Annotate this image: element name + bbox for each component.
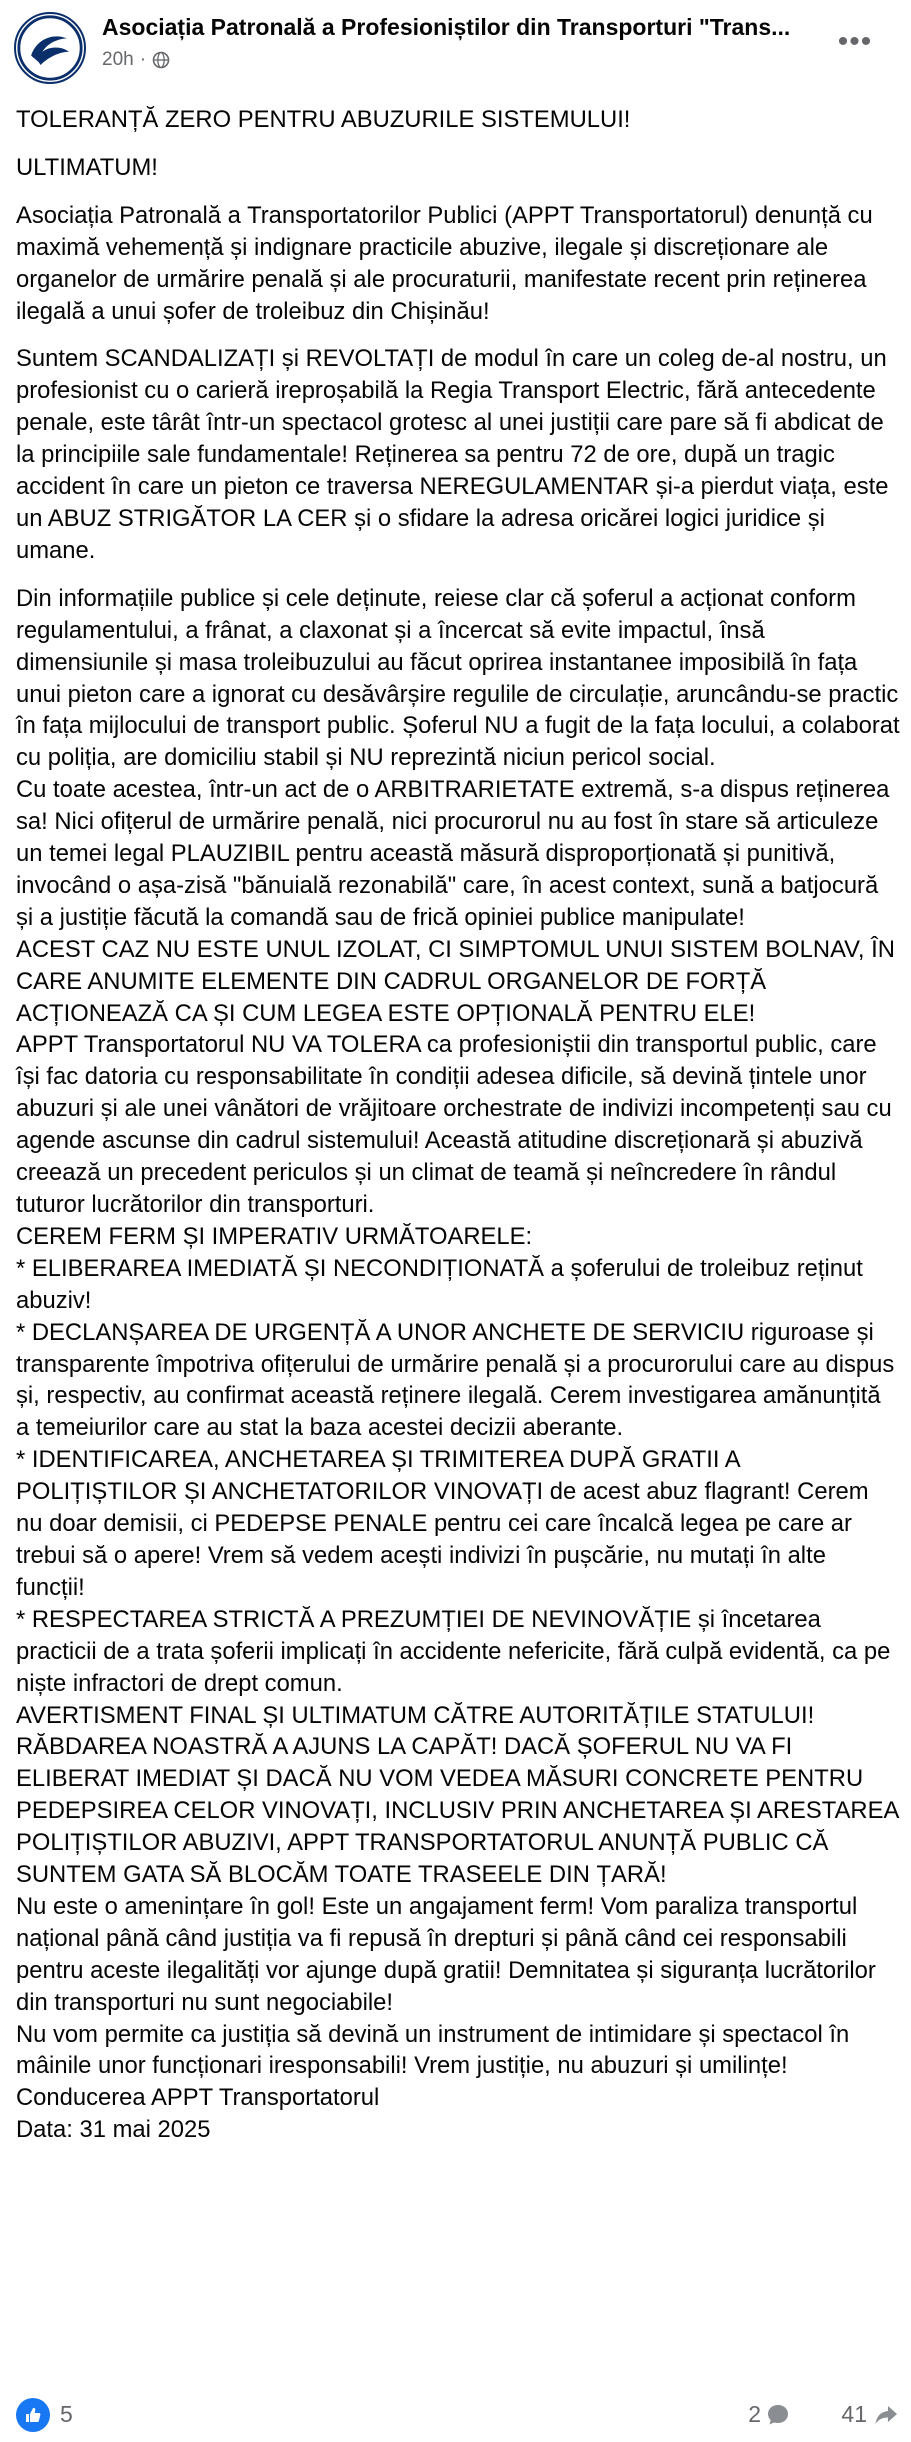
post-paragraph: ACEST CAZ NU ESTE UNUL IZOLAT, CI SIMPTOMUL UNUI SISTEM BOLNAV, ÎN CARE ANUMITE ELEMENTE DIN CADRUL ORGANELOR DE FORȚĂ ACȚIONEAZĂ CA ȘI CUM LEGEA ESTE OPȚIONALĂ PENTRU ELE! <box>16 935 895 1027</box>
more-options-button[interactable] <box>835 22 875 62</box>
comments-button[interactable] <box>748 2401 791 2428</box>
globe-icon[interactable] <box>152 51 170 69</box>
page-avatar[interactable] <box>14 12 86 84</box>
reactions-count[interactable]: 5 <box>60 2401 73 2427</box>
comment-icon <box>765 2402 791 2428</box>
thumbs-up-icon <box>23 2405 43 2425</box>
post-footer <box>0 2398 911 2442</box>
comments-count: 2 <box>748 2401 761 2427</box>
post-paragraph: APPT Transportatorul NU VA TOLERA ca profesioniștii din transportul public, care își fac datoria cu responsabilitate în condiții adesea dificile, să devină țintele unor abuzuri și ale unei vânători de vrăjitoare orchestrate de indivizi incompetenți sau cu agende ascunse din cadrul sistemului! Această atitudine discreționară și abuzivă creează un precedent periculos și un climat de teamă și neîncredere în rândul tuturor lucrătorilor din transporturi. <box>16 1031 892 1218</box>
shares-count: 41 <box>841 2401 867 2427</box>
post-paragraph: Din informațiile publice și cele deținute, reiese clar că șoferul a acționat conform regulamentului, a frânat, a claxonat și a încercat să evite impactul, însă dimensiunile și masa troleibuzului au făcut oprirea instantanee imposibilă în fața unui pieton care a ignorat cu desăvârșire regulile de circulație, aruncându-se practic în fața mijlocului de transport public. Șoferul NU a fugit de la fața locului, a colaborat cu poliția, are domiciliu stabil și NU reprezintă niciun pericol social. <box>16 584 900 772</box>
post-meta <box>102 48 170 72</box>
post-paragraph: AVERTISMENT FINAL ȘI ULTIMATUM CĂTRE AUTORITĂȚILE STATULUI! <box>16 1701 815 1729</box>
post-subheadline: ULTIMATUM! <box>16 153 158 181</box>
demand-item: * DECLANȘAREA DE URGENȚĂ A UNOR ANCHETE DE SERVICIU riguroase și transparente împotriva ofițerului de urmărire penală și a procurorului care au dispus și, respectiv, au confirmat această reținere ilegală. Cerem investigarea amănunțită a temeiurilor care au stat la baza acestei decizii aberante. <box>16 1318 895 1442</box>
post-body <box>16 104 900 2146</box>
post-paragraph: CEREM FERM ȘI IMPERATIV URMĂTOARELE: <box>16 1222 533 1250</box>
post-paragraph: Asociația Patronală a Transportatorilor Publici (APPT Transportatorul) denunță cu maximă vehemență și indignare practicile abuzive, ilegale și discreționare ale organelor de urmărire penală și ale procuraturii, manifestate recent prin reținerea ilegală a unui șofer de troleibuz din Chișinău! <box>16 201 873 325</box>
logo-icon <box>16 14 84 82</box>
post-time-link[interactable]: 20h <box>102 49 134 70</box>
demand-item: * ELIBERAREA IMEDIATĂ ȘI NECONDIȚIONATĂ a șoferului de troleibuz reținut abuziv! <box>16 1254 863 1314</box>
share-icon <box>873 2402 899 2428</box>
shares-button[interactable] <box>841 2401 899 2428</box>
post-paragraph: Nu este o amenințare în gol! Este un angajament ferm! Vom paraliza transportul național până când justiția va fi repusă în drepturi și până când cei responsabili pentru aceste ilegalități vor ajunge după gratii! Demnitatea și siguranța lucrătorilor din transporturi nu sunt negociabile! <box>16 1892 876 2016</box>
post-header <box>0 0 911 96</box>
post-headline: TOLERANȚĂ ZERO PENTRU ABUZURILE SISTEMULUI! <box>16 106 631 133</box>
post-paragraph: RĂBDAREA NOASTRĂ A AJUNS LA CAPĂT! DACĂ ȘOFERUL NU VA FI ELIBERAT IMEDIAT ȘI DACĂ NU VOM VEDEA MĂSURI CONCRETE PENTRU PEDEPSIREA CELOR VINOVAȚI, INCLUSIV PRIN ANCHETAREA ȘI ARESTAREA POLIȚIȘTILOR ABUZIVI, APPT TRANSPORTATORUL ANUNȚĂ PUBLIC CĂ SUNTEM GATA SĂ BLOCĂM TOATE TRASEELE DIN ȚARĂ! <box>16 1733 899 1889</box>
post-date: Data: 31 mai 2025 <box>16 2116 211 2144</box>
meta-separator: · <box>139 49 147 70</box>
page-name-link[interactable]: Asociația Patronală a Profesioniștilor din Transporturi "Trans... <box>102 14 791 40</box>
more-options-icon: ••• <box>837 25 873 58</box>
post-paragraph: Suntem SCANDALIZAȚI și REVOLTAȚI de modul în care un coleg de-al nostru, un profesionist cu o carieră ireproșabilă la Regia Transport Electric, fără antecedente penale, este târât într-un spectacol grotesc al unei justiții care pare să fi abdicat de la principiile sale fundamentale! Reținerea sa pentru 72 de ore, după un tragic accident în care un pieton ce traversa NEREGULAMENTAR și-a pierdut viața, este un ABUZ STRIGĂTOR LA CER și o sfidare la adresa oricărei logici juridice și umane. <box>16 345 889 564</box>
post-paragraph: Cu toate acestea, într-un act de o ARBITRARIETATE extremă, s-a dispus reținerea sa! Nici ofițerul de urmărire penală, nici procurorul nu au fost în stare să articuleze un temei legal PLAUZIBIL pentru această măsură disproporționată și punitivă, invocând o așa-zisă "bănuială rezonabilă" care, în acest context, sună a batjocură și a justiție făcută la comandă sau de frică opiniei publice manipulate! <box>16 776 890 931</box>
post-paragraph: Nu vom permite ca justiția să devină un instrument de intimidare și spectacol în mâinile unor funcționari iresponsabili! Vrem justiție, nu abuzuri și umilințe! <box>16 2020 850 2080</box>
demand-item: * RESPECTAREA STRICTĂ A PREZUMȚIEI DE NEVINOVĂȚIE și încetarea practicii de a trata șoferii implicați în accidente nefericite, fără culpă evidentă, ca pe niște infractori de drept comun. <box>16 1605 891 1697</box>
like-icon[interactable] <box>16 2398 50 2432</box>
post-signature: Conducerea APPT Transportatorul <box>16 2084 380 2112</box>
demand-item: * IDENTIFICAREA, ANCHETAREA ȘI TRIMITEREA DUPĂ GRATII A POLIȚIȘTILOR ȘI ANCHETATORILOR VINOVAȚI de acest abuz flagrant! Cerem nu doar demisii, ci PEDEPSE PENALE pentru cei care încalcă legea pe care ar trebui să o apere! Vrem să vedem acești indivizi în pușcărie, nu mutați în alte funcții! <box>16 1446 869 1601</box>
